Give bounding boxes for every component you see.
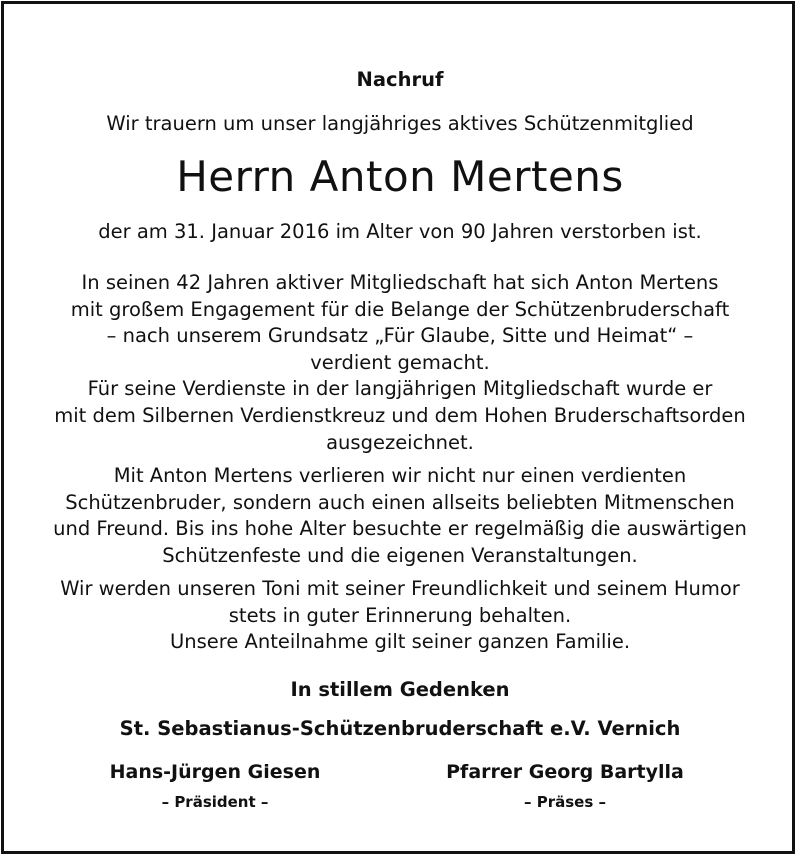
intro-line: Wir trauern um unser langjähriges aktives Schützenmitglied	[106, 112, 694, 135]
paragraph-line: und Freund. Bis ins hohe Alter besuchte er regelmäßig die auswärtigen	[53, 517, 747, 541]
paragraph-line: verdient gemacht.	[310, 350, 490, 374]
signatory-role: – Präsident –	[161, 793, 269, 811]
organization-name: St. Sebastianus-Schützenbruderschaft e.V. Vernich	[119, 717, 681, 740]
paragraph-line: – nach unserem Grundsatz „Für Glaube, Sitte und Heimat“ –	[106, 324, 694, 348]
paragraph-line: Wir werden unseren Toni mit seiner Freundlichkeit und seinem Humor	[60, 577, 740, 600]
paragraph-line: Für seine Verdienste in der langjährigen Mitgliedschaft wurde er	[87, 377, 713, 401]
deceased-name: Herrn Anton Mertens	[176, 152, 624, 201]
tribute-paragraph-1	[0, 270, 800, 456]
paragraph-line: Unsere Anteilnahme gilt seiner ganzen Familie.	[169, 630, 631, 654]
paragraph-line: Schützenbruder, sondern auch einen allseits beliebten Mitmenschen	[65, 490, 735, 514]
paragraph-line: In seinen 42 Jahren aktiver Mitgliedschaft hat sich Anton Mertens	[81, 271, 719, 294]
paragraph-line: Schützenfeste und die eigenen Veranstaltungen.	[162, 543, 638, 567]
paragraph-line: ausgezeichnet.	[326, 430, 474, 454]
signatory-name: Hans-Jürgen Giesen	[109, 761, 321, 783]
notice-heading: Nachruf	[356, 68, 444, 91]
tribute-paragraph-2	[0, 463, 800, 569]
paragraph-line: Mit Anton Mertens verlieren wir nicht nur einen verdienten	[113, 464, 687, 487]
paragraph-line: mit dem Silbernen Verdienstkreuz und dem Hohen Bruderschaftsorden	[54, 403, 746, 427]
death-date-line: der am 31. Januar 2016 im Alter von 90 Jahren verstorben ist.	[98, 220, 702, 243]
signatory-role: – Präses –	[524, 793, 606, 811]
paragraph-line: stets in guter Erinnerung behalten.	[228, 603, 572, 627]
closing-line: In stillem Gedenken	[290, 678, 510, 701]
signatory-name: Pfarrer Georg Bartylla	[446, 761, 684, 783]
tribute-paragraph-3	[0, 576, 800, 656]
paragraph-line: mit großem Engagement für die Belange der Schützenbruderschaft	[70, 297, 730, 321]
